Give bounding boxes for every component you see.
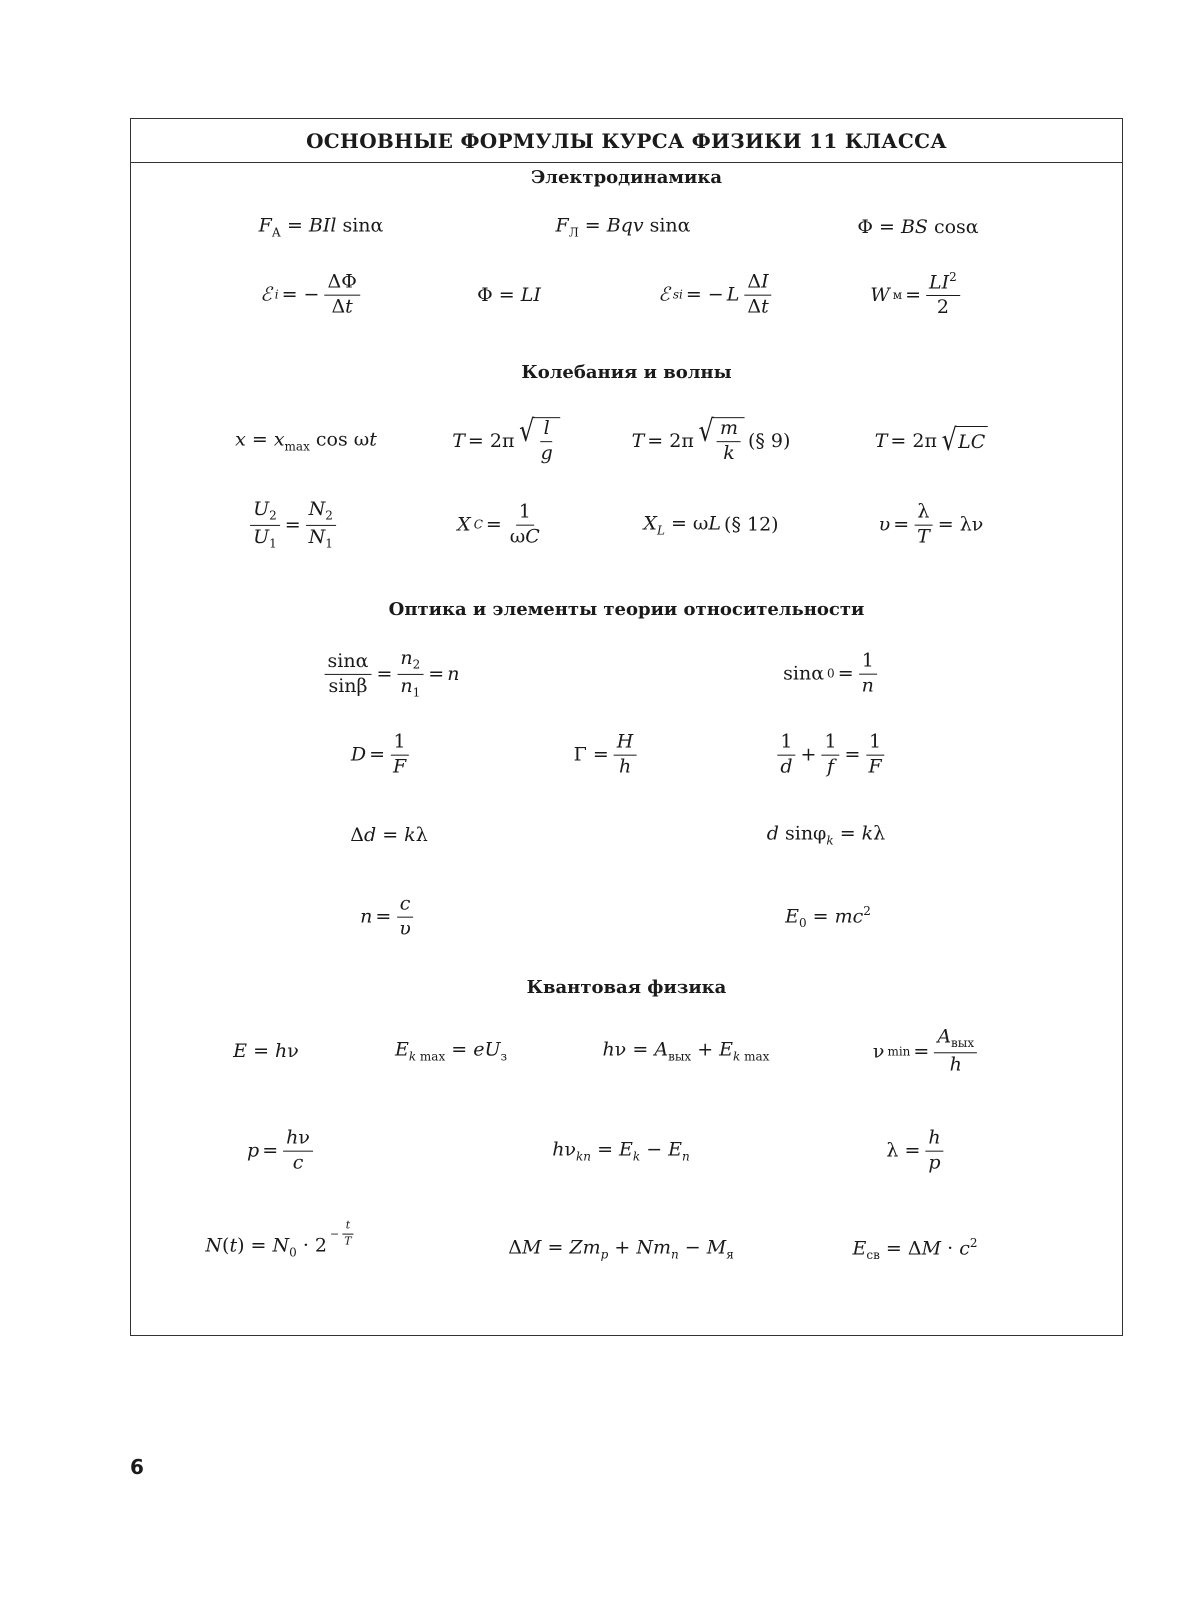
formula-magnetic-flux: Φ = BS cosα [857, 216, 979, 238]
formula-optical-power: D = $\frac{1}{F}$ [351, 732, 411, 779]
section-optics-relativity: Оптика и элементы теории относительности [388, 599, 865, 620]
formula-flux-inductance: Φ = LI [477, 284, 541, 306]
formula-spring-period: T = 2π √ $\frac{m}{k}$ (§ 9) [631, 414, 791, 464]
formula-wave-speed: υ = $\frac{\lambda}{T}$ = λν [878, 500, 984, 548]
formula-magnification: Γ = $\frac{H}{h}$ [574, 732, 639, 779]
formula-bohr-transition: $h\nu_{kn} = E_k - E_n$ [552, 1138, 690, 1164]
formula-self-induction-emf: ℰ si = − L $\frac{\Delta I}{\Delta t}$ [658, 272, 773, 319]
formula-einstein-photoeffect: $h\nu = A_{вых} + E_{k max}$ [602, 1038, 770, 1064]
formula-interference-max: Δd = kλ [350, 824, 428, 846]
formula-photon-energy: E = hν [233, 1040, 299, 1062]
formula-photon-momentum: p = $\frac{h\nu}{c}$ [247, 1128, 315, 1175]
paragraph-ref-9: (§ 9) [747, 430, 791, 452]
paragraph-ref-12: (§ 12) [724, 513, 779, 536]
formula-sheet [130, 118, 1123, 1336]
page-title: ОСНОВНЫЕ ФОРМУЛЫ КУРСА ФИЗИКИ 11 КЛАССА [131, 119, 1122, 163]
formula-ampere-force: $F_А$ = BIl sinα [258, 214, 384, 240]
formula-transformer: $\frac{U_2}{U_1}$ = $\frac{N_2}{N_1}$ [248, 499, 338, 551]
formula-harmonic: $x = x_{max}$ cos ωt [235, 428, 377, 454]
formula-lc-period: T = 2π √ LC [874, 423, 986, 458]
formula-thin-lens: $\frac{1}{d}$ + $\frac{1}{f}$ = $\frac{1}{F}$ [775, 732, 886, 779]
formula-de-broglie: λ = $\frac{h}{p}$ [886, 1128, 945, 1175]
page-number: 6 [130, 1455, 144, 1479]
formula-inductive-reactance: $X_L = \omega L$ (§ 12) [643, 512, 779, 538]
formula-diffraction-grating: d sinφ$_k$ = kλ [766, 822, 886, 848]
formula-refractive-index: n = $\frac{c}{\upsilon}$ [360, 894, 416, 941]
formula-critical-angle: sinα 0 = $\frac{1}{n}$ [783, 651, 879, 698]
formula-induction-emf: ℰ i = − $\frac{\Delta\Phi}{\Delta t}$ [260, 272, 362, 319]
section-electrodynamics: Электродинамика [530, 167, 723, 188]
formula-red-limit: ν min = $\frac{A_{вых}}{h}$ [873, 1026, 979, 1075]
formula-snell: $\frac{\sin\alpha}{\sin\beta}$ = $\frac{n_2}{n_1}$ = n [323, 648, 460, 700]
formula-pendulum-period: T = 2π √ $\frac{l}{g}$ [452, 417, 560, 465]
section-oscillations-waves: Колебания и волны [521, 362, 732, 383]
formula-magnetic-energy: W м = $\frac{LI^2}{2}$ [870, 271, 962, 319]
section-quantum-physics: Квантовая физика [526, 977, 727, 998]
formula-capacitive-reactance: X C = $\frac{1}{\omega C}$ [457, 500, 540, 548]
formula-lorentz-force: $F_Л$ = Bqv sinα [555, 214, 691, 240]
formula-photoelectron-energy: $E_{k max} = eU_з$ [394, 1038, 508, 1064]
formula-mass-defect: $\Delta M = Zm_p + Nm_n - M_я$ [508, 1236, 734, 1262]
formula-binding-energy: $E_{св} = \Delta M \cdot c^2$ [852, 1235, 978, 1263]
formula-rest-energy: $E_0 = mc^2$ [785, 903, 871, 931]
formula-radioactive-decay: $N(t) = N_0 \cdot 2$ − $\frac{t}{T}$ [205, 1218, 352, 1260]
